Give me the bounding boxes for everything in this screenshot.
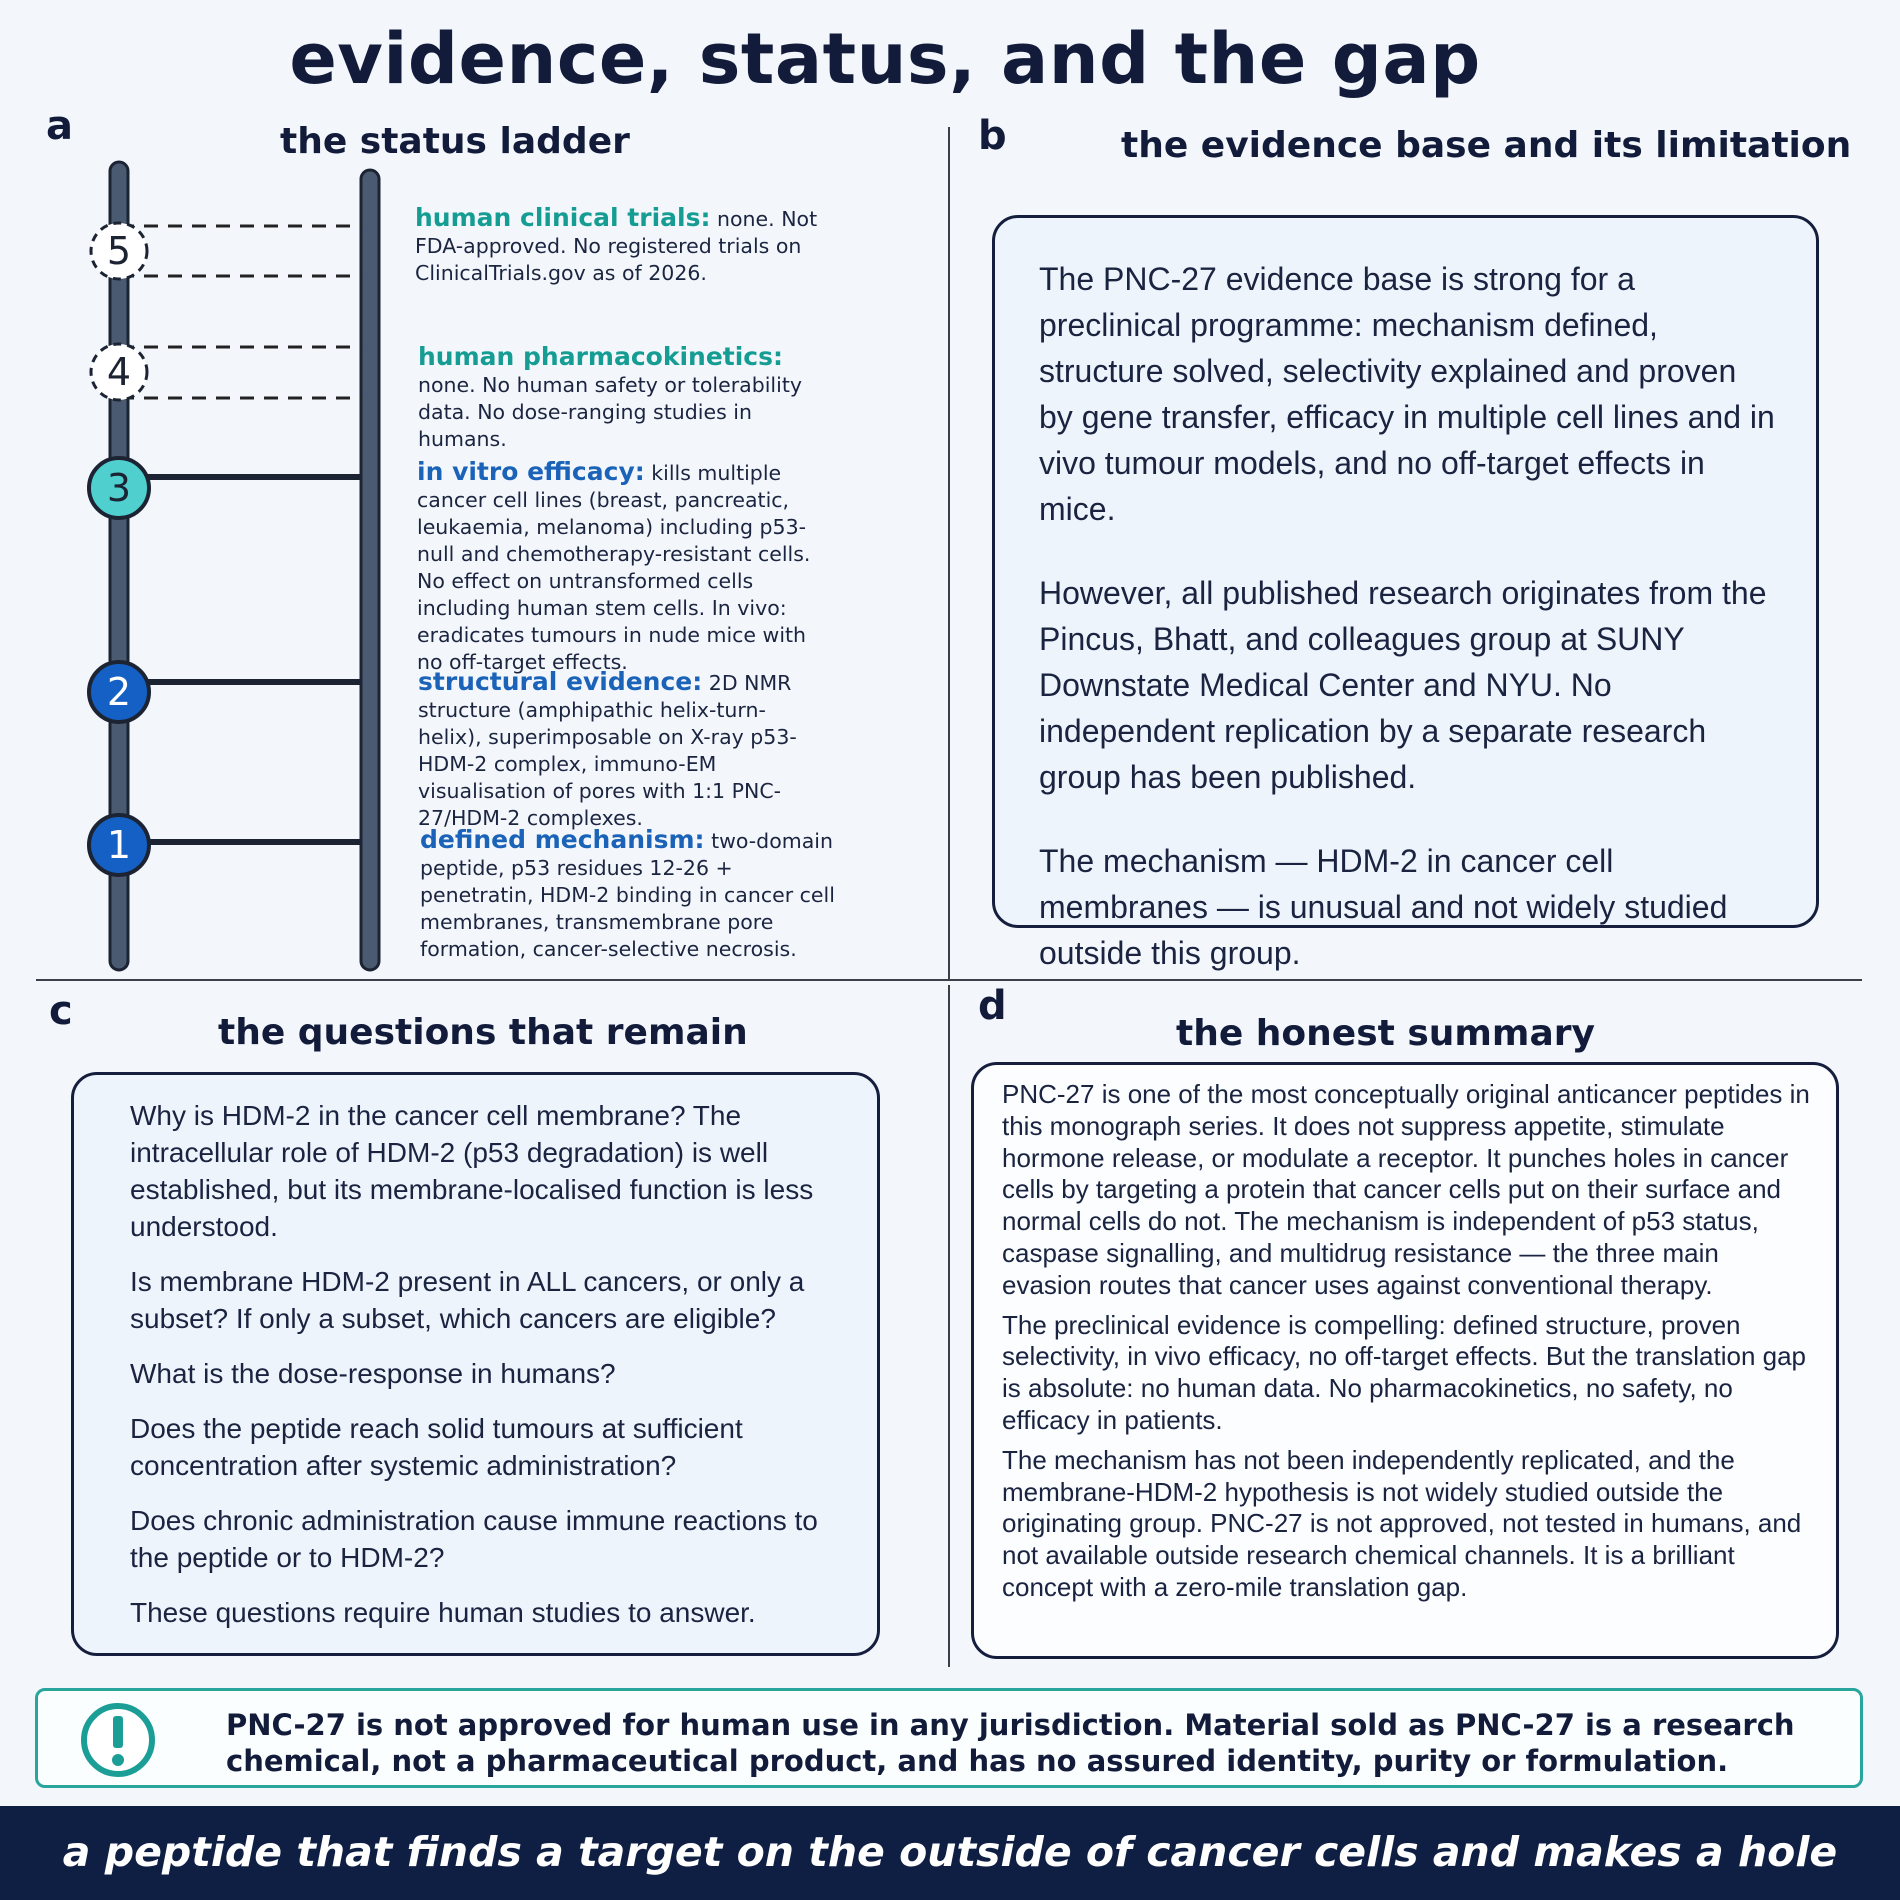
panel-c-label: c — [49, 988, 73, 1034]
summary-paragraph: The preclinical evidence is compelling: defined structure, proven selectivity, in vivo efficacy, no off-target effects. But the translation gap is absolute: no human data. No pharmacokinetics, no safety, no efficacy in patients. — [1002, 1309, 1807, 1435]
summary-paragraph: PNC-27 is one of the most conceptually original anticancer peptides in this monograph series. It does not suppress appetite, stimulate hormone release, or modulate a receptor. It punches holes in cancer cells by targeting a protein that cancer cells put on their surface and normal cells do not. The mechanism is independent of p53 status, caspase signalling, and multidrug resistance — the three main evasion routes that cancer uses against conventional therapy. — [1002, 1079, 1810, 1300]
panel-b-label: b — [978, 113, 1007, 159]
panel-c-title: the questions that remain — [218, 1012, 748, 1053]
rung-2-heading: structural evidence: — [418, 667, 703, 696]
question-item: These questions require human studies to answer. — [130, 1597, 756, 1628]
rung-3-body: kills multiple cancer cell lines (breast, pancreatic, leukaemia, melanoma) including p53-null and chemotherapy-resistant cells. No effect on untransformed cells including human stem cells. In vivo: eradicates tumours in nude mice with no off-target effects. — [417, 461, 811, 674]
rung-3-heading: in vitro efficacy: — [417, 457, 645, 486]
rung-1-heading: defined mechanism: — [420, 825, 705, 854]
summary-paragraph: The mechanism has not been independently replicated, and the membrane-HDM-2 hypothesis is not widely studied outside the originating group. PNC-27 is not approved, not tested in humans, and not available outside research chemical channels. It is a brilliant concept with a zero-mile translation gap. — [1002, 1444, 1802, 1602]
question-item: What is the dose-response in humans? — [130, 1358, 616, 1389]
rung-2-body: 2D NMR structure (amphipathic helix-turn-helix), superimposable on X-ray p53-HDM-2 complex, immuno-EM visualisation of pores with 1:1 PNC-27/HDM-2 complexes. — [418, 671, 797, 830]
warning-banner — [35, 1688, 1863, 1788]
evidence-paragraph: However, all published research originates from the Pincus, Bhatt, and colleagues group at SUNY Downstate Medical Center and NYU. No independent replication by a separate research group has been published. — [1039, 575, 1767, 795]
evidence-paragraph: The PNC-27 evidence base is strong for a preclinical programme: mechanism defined, structure solved, selectivity explained and proven by gene transfer, efficacy in multiple cell lines and in vivo tumour models, and no off-target effects in mice. — [1039, 261, 1775, 527]
question-item: Does chronic administration cause immune reactions to the peptide or to HDM-2? — [130, 1505, 818, 1573]
rung-2-description — [418, 668, 818, 832]
vertical-divider-top — [948, 127, 950, 980]
page-title: evidence, status, and the gap — [289, 18, 1481, 100]
question-item: Why is HDM-2 in the cancer cell membrane? The intracellular role of HDM-2 (p53 degradation) is well established, but its membrane-localised function is less understood. — [130, 1100, 814, 1242]
rung-2-number: 2 — [106, 670, 132, 714]
panel-a-title: the status ladder — [280, 121, 630, 162]
warning-text: PNC-27 is not approved for human use in any jurisdiction. Material sold as PNC-27 is a research chemical, not a pharmaceutical product, and has no assured identity, purity or formulation. — [226, 1708, 1795, 1778]
exclamation-icon — [78, 1700, 158, 1780]
rung-5-number: 5 — [106, 229, 132, 273]
evidence-box — [992, 215, 1819, 971]
panel-a-label: a — [46, 103, 73, 149]
vertical-divider-bottom — [948, 985, 950, 1667]
questions-box — [71, 1072, 880, 1656]
evidence-paragraph: The mechanism — HDM-2 in cancer cell membranes — is unusual and not widely studied outside this group. — [1039, 843, 1728, 971]
rung-4-number: 4 — [106, 350, 132, 394]
rung-5-heading: human clinical trials: — [415, 203, 711, 232]
rung-4-description — [418, 343, 818, 453]
panel-b-title: the evidence base and its limitation — [1121, 125, 1852, 166]
rung-4-body: none. No human safety or tolerability data. No dose-ranging studies in humans. — [418, 373, 802, 451]
rung-1-description — [420, 826, 840, 963]
footer-tagline: a peptide that finds a target on the outside of cancer cells and makes a hole — [62, 1828, 1838, 1876]
question-item: Is membrane HDM-2 present in ALL cancers, or only a subset? If only a subset, which cancers are eligible? — [130, 1266, 805, 1334]
question-item: Does the peptide reach solid tumours at sufficient concentration after systemic administration? — [130, 1413, 743, 1481]
ladder-rail-right — [361, 170, 379, 970]
summary-box — [971, 1062, 1839, 1659]
rung-1-number: 1 — [106, 823, 132, 867]
rung-5-body: none. Not FDA-approved. No registered trials on ClinicalTrials.gov as of 2026. — [415, 207, 818, 285]
rung-3-description — [417, 458, 813, 676]
rung-5-description — [415, 204, 835, 287]
status-ladder — [60, 150, 400, 980]
panel-d-label: d — [978, 983, 1007, 1029]
panel-d-title: the honest summary — [1176, 1013, 1595, 1054]
footer-bar — [0, 1806, 1900, 1900]
rung-4-heading: human pharmacokinetics: — [418, 342, 783, 371]
rung-3-number: 3 — [106, 466, 132, 510]
rung-1-body: two-domain peptide, p53 residues 12-26 + penetratin, HDM-2 binding in cancer cell membranes, transmembrane pore formation, cancer-selective necrosis. — [420, 829, 835, 961]
